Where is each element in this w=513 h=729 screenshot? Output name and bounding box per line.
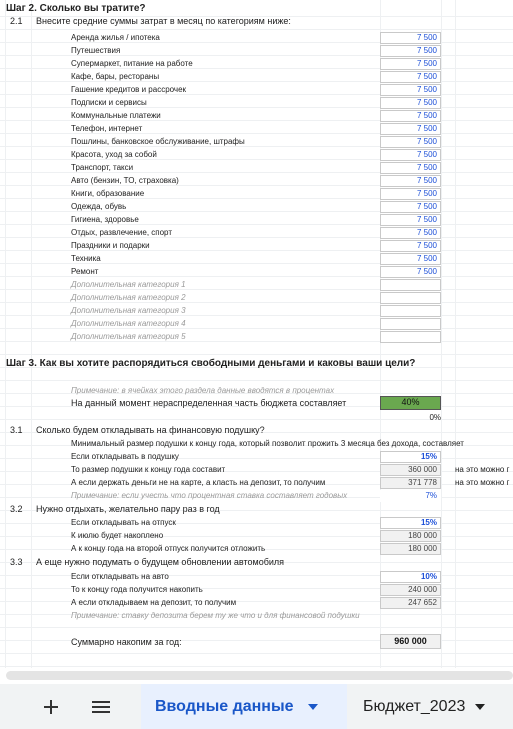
expense-amount-cell[interactable]: 7 500 — [380, 123, 441, 135]
car-percent-cell[interactable]: 10% — [380, 571, 441, 583]
car-deposit-note: Примечание: ставку депозита берем ту же что и для финансовой подушки — [71, 611, 360, 620]
expense-category-label: Гигиена, здоровье — [71, 215, 139, 224]
step3-note: Примечание: в ячейках этого раздела данные вводятся в процентах — [71, 386, 335, 395]
deposit-rate-cell[interactable]: 7% — [380, 490, 441, 502]
gridline — [441, 0, 442, 668]
deposit-rate-note: Примечание: если учесть что процентная ставка составляет годовых — [71, 491, 348, 500]
cushion-size-cell[interactable]: 360 000 — [380, 464, 441, 476]
expense-amount-cell[interactable]: 7 500 — [380, 136, 441, 148]
gridline — [5, 0, 6, 668]
expense-category-label: Путешествия — [71, 46, 121, 55]
total-savings-label: Суммарно накопим за год: — [71, 637, 182, 647]
step2-question-text: Внесите средние суммы затрат в месяц по категориям ниже: — [36, 16, 291, 26]
chevron-down-icon[interactable] — [475, 704, 485, 710]
extra-category-amount-cell[interactable] — [380, 318, 441, 330]
all-sheets-button[interactable] — [86, 684, 116, 729]
expense-amount-cell[interactable]: 7 500 — [380, 45, 441, 57]
expense-category-label: Авто (бензин, ТО, страховка) — [71, 176, 179, 185]
section-3-3-title: А еще нужно подумать о будущем обновлении автомобиля — [36, 557, 285, 567]
cushion-deposit-cell[interactable]: 371 778 — [380, 477, 441, 489]
expense-category-label: Праздники и подарки — [71, 241, 150, 250]
vacation-yearend-label: А к концу года на второй отпуск получится отложить — [71, 544, 266, 553]
gridline — [455, 0, 456, 668]
expense-amount-cell[interactable]: 7 500 — [380, 240, 441, 252]
expense-category-label: Красота, уход за собой — [71, 150, 157, 159]
expense-category-label: Книги, образование — [71, 189, 145, 198]
expense-amount-cell[interactable]: 7 500 — [380, 149, 441, 161]
gridline — [0, 653, 513, 654]
gridline — [0, 380, 513, 381]
extra-category-label: Дополнительная категория 3 — [71, 306, 186, 315]
expense-category-label: Коммунальные платежи — [71, 111, 161, 120]
extra-category-amount-cell[interactable] — [380, 279, 441, 291]
gridline — [0, 354, 513, 355]
menu-icon — [92, 700, 110, 714]
total-savings-cell[interactable]: 960 000 — [380, 634, 441, 649]
extra-category-amount-cell[interactable] — [380, 292, 441, 304]
section-3-1-number: 3.1 — [10, 425, 23, 435]
vacation-july-label: К июлю будет накоплено — [71, 531, 164, 540]
unallocated-label: На данный момент нераспределенная часть бюджета составляет — [71, 398, 347, 408]
expense-amount-cell[interactable]: 7 500 — [380, 175, 441, 187]
expense-amount-cell[interactable]: 7 500 — [380, 214, 441, 226]
expense-category-label: Одежда, обувь — [71, 202, 127, 211]
tab-budzhet-2023[interactable] — [349, 684, 513, 729]
add-sheet-button[interactable] — [36, 684, 66, 729]
extra-category-label: Дополнительная категория 2 — [71, 293, 186, 302]
expense-amount-cell[interactable]: 7 500 — [380, 97, 441, 109]
expense-amount-cell[interactable]: 7 500 — [380, 110, 441, 122]
tab-label: Бюджет_2023 — [363, 697, 466, 715]
expense-amount-cell[interactable]: 7 500 — [380, 227, 441, 239]
car-yearend-label: То к концу года получится накопить — [71, 585, 203, 594]
plus-icon — [43, 699, 59, 715]
cushion-deposit-side-note: на это можно г — [455, 478, 510, 487]
tab-vvodnye-dannye[interactable] — [141, 684, 347, 729]
vacation-july-cell[interactable]: 180 000 — [380, 530, 441, 542]
section-3-3-number: 3.3 — [10, 557, 23, 567]
vacation-percent-cell[interactable]: 15% — [380, 517, 441, 529]
expense-category-label: Ремонт — [71, 267, 99, 276]
expense-category-label: Гашение кредитов и рассрочек — [71, 85, 187, 94]
expense-amount-cell[interactable]: 7 500 — [380, 266, 441, 278]
cushion-deposit-label: А если держать деньги не на карте, а класть на депозит, то получим — [71, 478, 326, 487]
remaining-percent: 0% — [429, 413, 441, 422]
gridline — [0, 29, 513, 30]
expense-amount-cell[interactable]: 7 500 — [380, 32, 441, 44]
expense-amount-cell[interactable]: 7 500 — [380, 162, 441, 174]
vacation-percent-label: Если откладывать на отпуск — [71, 518, 176, 527]
car-percent-label: Если откладывать на авто — [71, 572, 169, 581]
expense-amount-cell[interactable]: 7 500 — [380, 71, 441, 83]
step2-title: Шаг 2. Сколько вы тратите? — [6, 3, 146, 14]
vacation-yearend-cell[interactable]: 180 000 — [380, 543, 441, 555]
step2-question-number: 2.1 — [10, 16, 23, 26]
horizontal-scrollbar[interactable] — [6, 671, 513, 680]
unallocated-value-cell[interactable]: 40% — [380, 396, 441, 410]
section-3-2-number: 3.2 — [10, 504, 23, 514]
cushion-size-label: То размер подушки к концу года составит — [71, 465, 226, 474]
expense-category-label: Супермаркет, питание на работе — [71, 59, 193, 68]
extra-category-label: Дополнительная категория 5 — [71, 332, 186, 341]
section-3-2-title: Нужно отдыхать, желательно пару раз в год — [36, 504, 220, 514]
tab-label: Вводные данные — [155, 697, 294, 715]
cushion-description: Минимальный размер подушки к концу года, который позволит прожить 3 месяца без дохода, составляет — [71, 439, 464, 448]
expense-category-label: Подписки и сервисы — [71, 98, 147, 107]
expense-amount-cell[interactable]: 7 500 — [380, 201, 441, 213]
expense-amount-cell[interactable]: 7 500 — [380, 58, 441, 70]
car-yearend-cell[interactable]: 240 000 — [380, 584, 441, 596]
expense-category-label: Техника — [71, 254, 101, 263]
chevron-down-icon[interactable] — [308, 704, 318, 710]
gridline — [0, 666, 513, 667]
expense-category-label: Отдых, развлечение, спорт — [71, 228, 172, 237]
gridline — [31, 0, 32, 668]
section-3-1-title: Сколько будем откладывать на финансовую подушку? — [36, 425, 265, 435]
step3-title: Шаг 3. Как вы хотите распорядиться свободными деньгами и каковы ваши цели? — [6, 358, 416, 369]
cushion-percent-label: Если откладывать в подушку — [71, 452, 179, 461]
extra-category-amount-cell[interactable] — [380, 331, 441, 343]
sheet-tab-bar — [0, 684, 513, 729]
extra-category-label: Дополнительная категория 1 — [71, 280, 186, 289]
car-deposit-label: А если откладываем на депозит, то получим — [71, 598, 237, 607]
cushion-percent-cell[interactable]: 15% — [380, 451, 441, 463]
expense-category-label: Телефон, интернет — [71, 124, 143, 133]
car-deposit-cell[interactable]: 247 652 — [380, 597, 441, 609]
extra-category-label: Дополнительная категория 4 — [71, 319, 186, 328]
expense-amount-cell[interactable]: 7 500 — [380, 188, 441, 200]
cushion-size-side-note: на это можно г — [455, 465, 510, 474]
gridline — [0, 627, 513, 628]
expense-category-label: Кафе, бары, рестораны — [71, 72, 160, 81]
expense-amount-cell[interactable]: 7 500 — [380, 253, 441, 265]
expense-category-label: Транспорт, такси — [71, 163, 134, 172]
expense-category-label: Аренда жилья / ипотека — [71, 33, 160, 42]
extra-category-amount-cell[interactable] — [380, 305, 441, 317]
expense-category-label: Пошлины, банковское обслуживание, штрафы — [71, 137, 245, 146]
expense-amount-cell[interactable]: 7 500 — [380, 84, 441, 96]
